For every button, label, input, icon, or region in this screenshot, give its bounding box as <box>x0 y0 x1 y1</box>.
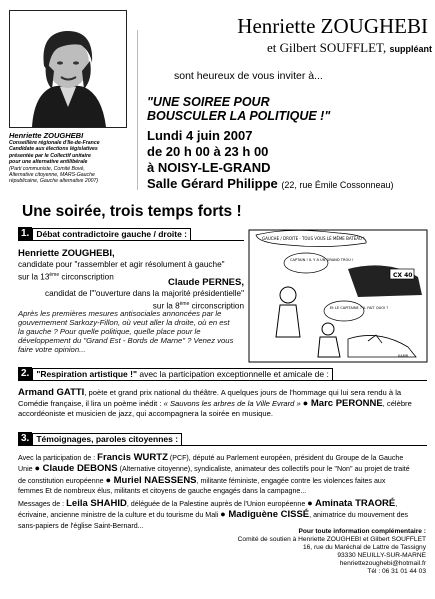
contact-heading: Pour toute information complémentaire : <box>298 528 426 535</box>
caption-line: présentée par le Collectif unitaire <box>9 152 91 159</box>
photo-caption <box>9 131 134 185</box>
section-2-header <box>18 367 427 381</box>
portrait-image <box>10 11 126 127</box>
contact-phone: Tél : 06 31 01 44 03 <box>367 567 426 575</box>
section-2-text <box>18 388 428 419</box>
caption-line: pour une alternative antilibérale <box>9 159 88 166</box>
debater-desc: candidate pour "rassembler et agir résolument à gauche" <box>18 260 225 269</box>
candidate-title: Henriette ZOUGHEBI <box>237 14 428 38</box>
invite-line: sont heureux de vous inviter à... <box>174 70 323 82</box>
section-3-participants <box>18 453 430 496</box>
section-number: 1. <box>18 227 32 240</box>
contact-line: 16, rue du Maréchal de Lattre de Tassigny <box>302 543 426 551</box>
substitute-role: suppléant <box>389 44 432 54</box>
event-city: à NOISY-LE-GRAND <box>147 160 271 175</box>
event-address: (22, rue Émile Cossonneau) <box>281 180 394 190</box>
cartoon-plate: CX 40 <box>393 272 413 279</box>
event-venue: Salle Gérard Philippe <box>147 176 278 191</box>
cartoon-bubble-top: GAUCHE / DROITE · TOUS VOUS LE MÊME BATEAU ! <box>262 236 365 241</box>
text-line: Armand GATTI, poète et grand prix national du théâtre. A quelques jours de l'hommage qui lui sera rendu à la <box>18 387 402 398</box>
tagline: Une soirée, trois temps forts ! <box>22 203 242 220</box>
event-venue-line <box>147 176 427 193</box>
section-title: Témoignages, paroles citoyennes : <box>32 433 182 445</box>
cartoon-drawing <box>248 229 428 363</box>
para-line: la gauche ? Pour quelle politique, quelle place pour le <box>18 327 201 336</box>
caption-line: (Parti communiste, Comité Bové, <box>9 165 85 172</box>
text-line: Messages de : Leila SHAHID, déléguée de la Palestine auprès de l'Union européenne ● Aminata TRAORÉ, <box>18 498 398 509</box>
contact-line: 93330 NEUILLY-SUR-MARNE <box>337 551 426 559</box>
debater-name: Claude PERNES, <box>167 277 244 288</box>
contact-block <box>150 528 426 575</box>
para-line: développement du "Grand Est - Bords de Marne" ? Venez vous <box>18 336 234 345</box>
cartoon-bubble-2: Et LE CAPITAINE ? IL FAIT QUOI ? <box>330 306 389 310</box>
slogan-line: BOUSCULER LA POLITIQUE !" <box>147 109 331 123</box>
section-number: 3. <box>18 432 32 445</box>
text-line: Comédie française, il lira un poème inédit : « Sauvons les arbres de la Ville Evrard » ● Marc PERONNE, célèbre <box>18 398 412 409</box>
caption-line: Conseillère régionale d'Ile-de-France <box>9 140 100 146</box>
para-line: gouvernement Sarkozy-Fillon, où veut aller la droite, où en est <box>18 318 230 327</box>
caption-line: républicaine, Gauche alternative 2007) <box>9 178 99 185</box>
substitute-name: et Gilbert SOUFFLET, <box>266 40 387 55</box>
event-slogan <box>147 95 417 123</box>
section-title: "Respiration artistique !" avec la participation exceptionnelle et amicale de : <box>32 368 332 380</box>
section-1-header <box>18 227 244 241</box>
event-details <box>147 128 427 193</box>
contact-email: henriettezoughebi@hotmail.fr <box>339 559 426 567</box>
candidate-photo <box>9 10 127 128</box>
text-line: écrivaine, ancienne ministre de la culture et du tourisme du Mali ● Madiguène CISSÉ, animatrice du mouvement des <box>18 509 409 521</box>
debater-desc: sur la 13ème circonscription <box>18 272 114 282</box>
debate-right <box>18 277 244 312</box>
section-number: 2. <box>18 367 32 380</box>
text-line: sans-papiers de l'église Saint-Bernard... <box>18 521 144 530</box>
cartoon-illustration <box>248 229 428 363</box>
cartoon-bubble-1: CAPTAIN ! IL Y A UN GRAND TROU ! <box>290 258 354 262</box>
text-line: accordéoniste et musicien de jazz, qui accompagnera la soirée en musique. <box>18 409 273 418</box>
section-3-messages <box>18 498 430 531</box>
text-line: Avec la participation de : Francis WURTZ (PCF), député au Parlement européen, président du Groupe de la Gauche <box>18 452 404 463</box>
section-3-header <box>18 432 427 446</box>
debate-paragraph <box>18 309 246 354</box>
debater-name: Henriette ZOUGHEBI, <box>18 248 115 259</box>
text-line: de constitution européenne ● Muriel NAESSENS, militante féministe, engagée contre les violences faites aux <box>18 474 386 486</box>
section-title: Débat contradictoire gauche / droite : <box>32 228 191 240</box>
contact-line: Comité de soutien à Henriette ZOUGHEBI et Gilbert SOUFFLET <box>237 535 426 543</box>
cartoon-signature: KAMB... <box>398 354 412 358</box>
substitute-line <box>142 40 432 57</box>
event-date: Lundi 4 juin 2007 <box>147 128 253 143</box>
caption-name: Henriette ZOUGHEBI <box>9 131 84 140</box>
debater-desc: sur la 8ème circonscription <box>152 301 244 311</box>
debater-desc: candidat de l'"ouverture dans la majorité présidentielle" <box>45 289 244 298</box>
text-line: Unie ● Claude DEBONS (Alternative citoyenne), syndicaliste, animateur des collectifs pour le "Non" au projet de traité <box>18 463 410 475</box>
divider <box>137 30 138 190</box>
para-line: Après les premières mesures antisociales annoncées par le <box>18 309 222 318</box>
para-line: faire votre opinion... <box>18 345 86 354</box>
caption-line: Alternative citoyenne, MARS-Gauche <box>9 172 95 179</box>
text-line: femmes Et de nombreux élus, militants et citoyens de gauche engagés dans la campagne... <box>18 486 307 495</box>
event-time: de 20 h 00 à 23 h 00 <box>147 144 269 159</box>
slogan-line: "UNE SOIREE POUR <box>147 95 270 109</box>
caption-line: Candidate aux élections législatives <box>9 146 98 153</box>
